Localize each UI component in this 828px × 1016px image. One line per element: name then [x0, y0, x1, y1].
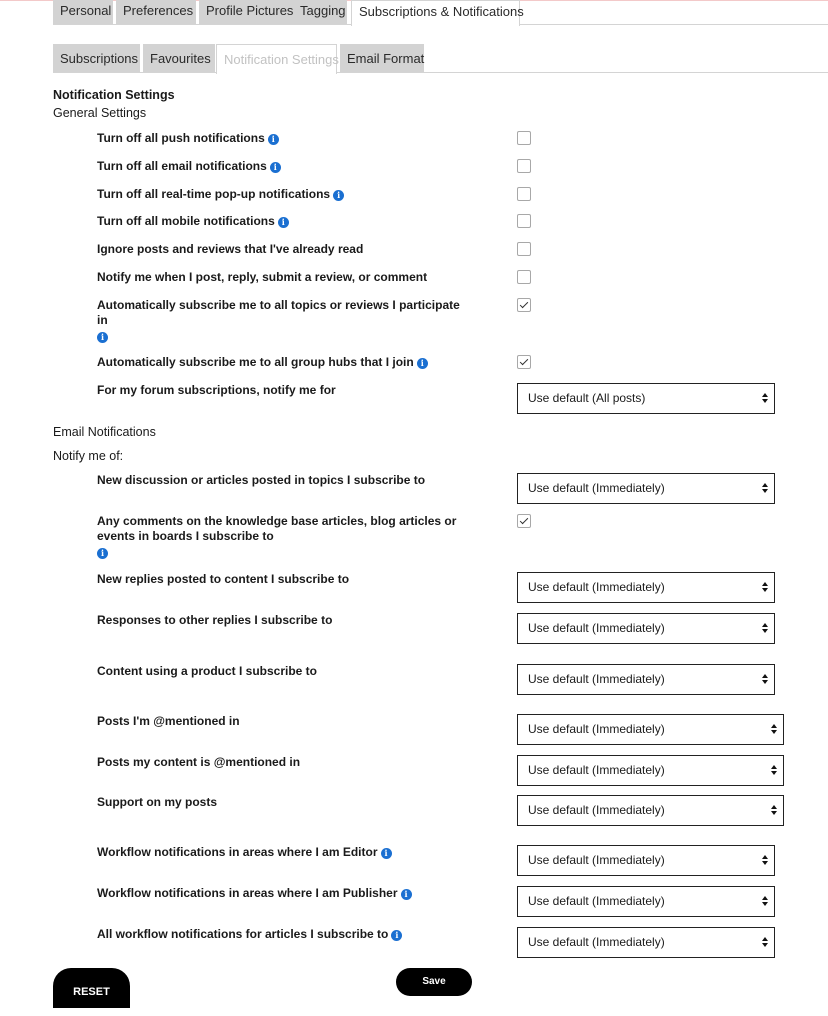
tab-preferences[interactable]: Preferences	[116, 0, 196, 25]
email-workflow-articles-label: All workflow notifications for articles I subscribe to i	[97, 927, 467, 942]
save-button[interactable]: Save	[396, 968, 472, 996]
profile-tabs	[53, 0, 828, 25]
info-icon[interactable]: i	[401, 889, 412, 900]
select-arrows-icon	[762, 393, 768, 404]
select-arrows-icon	[762, 582, 768, 593]
email-support-label: Support on my posts	[97, 795, 217, 809]
section-title: Notification Settings	[53, 88, 175, 102]
email-mentioned-label: Posts I'm @mentioned in	[97, 714, 240, 728]
email-workflow-publisher-select[interactable]: Use default (Immediately)	[517, 886, 775, 917]
email-workflow-editor-label: Workflow notifications in areas where I am Editor i	[97, 845, 467, 860]
tab-email-format[interactable]: Email Format	[340, 44, 424, 73]
email-content-mentioned-select[interactable]: Use default (Immediately)	[517, 755, 784, 786]
email-product-content-label: Content using a product I subscribe to	[97, 664, 318, 678]
setting-email-label: Turn off all email notifications i	[97, 159, 467, 174]
setting-auto-subscribe-hubs-label: Automatically subscribe me to all group hubs that I join i	[97, 355, 467, 370]
forum-subscriptions-label: For my forum subscriptions, notify me for	[97, 383, 336, 397]
info-icon[interactable]: i	[97, 548, 108, 559]
email-workflow-articles-select[interactable]: Use default (Immediately)	[517, 927, 775, 958]
email-responses-select[interactable]: Use default (Immediately)	[517, 613, 775, 644]
setting-popup-checkbox[interactable]	[517, 187, 531, 201]
email-workflow-editor-select[interactable]: Use default (Immediately)	[517, 845, 775, 876]
select-arrows-icon	[762, 623, 768, 634]
setting-notify-self-label: Notify me when I post, reply, submit a review, or comment	[97, 270, 428, 284]
setting-auto-subscribe-hubs-checkbox[interactable]	[517, 355, 531, 369]
setting-push-checkbox[interactable]	[517, 131, 531, 145]
info-icon[interactable]: i	[381, 848, 392, 859]
notify-me-heading: Notify me of:	[53, 449, 124, 463]
email-new-discussion-select[interactable]: Use default (Immediately)	[517, 473, 775, 504]
info-icon[interactable]: i	[268, 134, 279, 145]
setting-email-checkbox[interactable]	[517, 159, 531, 173]
setting-mobile-checkbox[interactable]	[517, 214, 531, 228]
setting-auto-subscribe-topics-label: Automatically subscribe me to all topics or reviews I participate in i	[97, 298, 460, 342]
info-icon[interactable]: i	[417, 358, 428, 369]
tab-favourites[interactable]: Favourites	[143, 44, 215, 73]
email-mentioned-select[interactable]: Use default (Immediately)	[517, 714, 784, 745]
email-product-content-select[interactable]: Use default (Immediately)	[517, 664, 775, 695]
select-arrows-icon	[762, 937, 768, 948]
setting-notify-self-checkbox[interactable]	[517, 270, 531, 284]
email-responses-label: Responses to other replies I subscribe to	[97, 613, 333, 627]
select-arrows-icon	[762, 896, 768, 907]
select-arrows-icon	[771, 724, 777, 735]
setting-popup-label: Turn off all real-time pop-up notifications i	[97, 187, 467, 202]
email-workflow-publisher-label: Workflow notifications in areas where I am Publisher i	[97, 886, 467, 901]
setting-ignore-read-label: Ignore posts and reviews that I've already read	[97, 242, 364, 256]
general-settings-heading: General Settings	[53, 106, 147, 120]
email-new-replies-select[interactable]: Use default (Immediately)	[517, 572, 775, 603]
tab-profile-pictures[interactable]: Profile Pictures	[199, 0, 297, 25]
setting-push-label: Turn off all push notifications i	[97, 131, 467, 146]
email-new-discussion-label: New discussion or articles posted in topics I subscribe to	[97, 473, 426, 487]
select-arrows-icon	[762, 674, 768, 685]
notification-subtabs	[53, 44, 828, 73]
email-support-select[interactable]: Use default (Immediately)	[517, 795, 784, 826]
email-notifications-heading: Email Notifications	[53, 425, 156, 439]
select-arrows-icon	[762, 483, 768, 494]
email-content-mentioned-label: Posts my content is @mentioned in	[97, 755, 301, 769]
email-comments-checkbox[interactable]	[517, 514, 531, 528]
tab-personal[interactable]: Personal	[53, 0, 113, 25]
select-arrows-icon	[771, 805, 777, 816]
select-arrows-icon	[771, 765, 777, 776]
setting-auto-subscribe-topics-checkbox[interactable]	[517, 298, 531, 312]
info-icon[interactable]: i	[97, 332, 108, 343]
info-icon[interactable]: i	[391, 930, 402, 941]
info-icon[interactable]: i	[270, 162, 281, 173]
email-comments-label: Any comments on the knowledge base articles, blog articles or events in boards I subscribe to i	[97, 514, 457, 558]
setting-ignore-read-checkbox[interactable]	[517, 242, 531, 256]
tab-subscriptions[interactable]: Subscriptions	[53, 44, 140, 73]
select-arrows-icon	[762, 855, 768, 866]
reset-button[interactable]: RESET	[53, 968, 130, 1008]
tab-tagging[interactable]: Tagging	[293, 0, 347, 25]
info-icon[interactable]: i	[333, 190, 344, 201]
tab-subscriptions-notifications[interactable]: Subscriptions & Notifications	[351, 0, 520, 26]
forum-subscriptions-select[interactable]: Use default (All posts)	[517, 383, 775, 414]
setting-mobile-label: Turn off all mobile notifications i	[97, 214, 467, 229]
tab-notification-settings[interactable]: Notification Settings	[216, 44, 337, 74]
info-icon[interactable]: i	[278, 217, 289, 228]
email-new-replies-label: New replies posted to content I subscribe to	[97, 572, 350, 586]
